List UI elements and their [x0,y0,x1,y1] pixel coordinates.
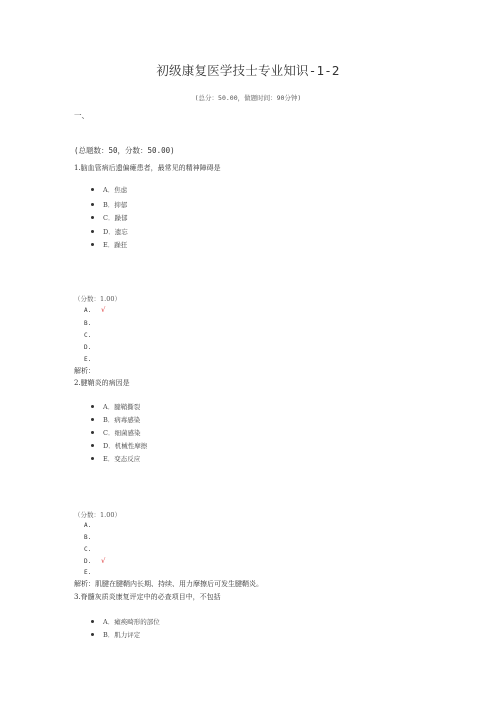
question-3-stem: 3.脊髓灰质炎康复评定中的必查项目中，不包括 [74,593,221,601]
question-1-answer-a: A. [84,307,92,314]
question-1-explanation: 解析： [74,367,95,375]
document-title: 初级康复医学技士专业知识-1-2 [156,63,340,78]
bullet-icon [91,418,94,421]
question-2-answer-c: C. [84,546,92,553]
bullet-icon [91,457,94,460]
question-2-answer-a: A. [84,522,92,529]
question-2-option-d: D．机械性摩擦 [103,442,148,450]
section-info: (总题数：50，分数：50.00) [74,146,175,155]
question-1-score: （分数：1.00） [74,295,121,303]
question-2-answer-e: E. [84,569,92,576]
bullet-icon [91,188,94,191]
question-1-stem: 1.脑血管病后遗偏瘫患者，最常见的精神障碍是 [74,164,221,172]
correct-check-icon: √ [101,306,106,314]
question-1-answer-b: B. [84,320,92,327]
question-2-option-a: A．腱鞘撕裂 [103,403,141,411]
question-1-option-b: B．抑郁 [103,201,128,209]
bullet-icon [91,203,94,206]
bullet-icon [91,444,94,447]
bullet-icon [91,243,94,246]
question-3-option-b: B．肌力评定 [103,631,141,639]
bullet-icon [91,431,94,434]
question-3-option-a: A．瘫痪畸形的部位 [103,618,160,626]
bullet-icon [91,230,94,233]
question-2-answer-b: B. [84,534,92,541]
question-2-explanation: 解析：肌腱在腱鞘内长期、持续、用力摩擦后可发生腱鞘炎。 [74,580,263,588]
question-1-answer-e: E. [84,356,92,363]
question-1-option-c: C．躁郁 [103,214,128,222]
question-2-option-e: E．变态反应 [103,455,141,463]
question-1-option-a: A．焦虑 [103,186,128,194]
bullet-icon [91,620,94,623]
question-2-answer-d: D. [84,558,92,565]
question-1-answer-d: D. [84,344,92,351]
bullet-icon [91,633,94,636]
question-2-option-c: C．细菌感染 [103,429,141,437]
document-subtitle: (总分：50.00，做题时间：90分钟) [194,94,302,102]
question-1-option-d: D．遗忘 [103,228,128,236]
question-1-option-e: E．躁狂 [103,241,128,249]
section-title: 一、 [74,111,89,120]
question-2-option-b: B．病毒感染 [103,416,141,424]
question-2-score: （分数：1.00） [74,511,121,519]
question-1-answer-c: C. [84,332,92,339]
bullet-icon [91,405,94,408]
question-2-stem: 2.腱鞘炎的病因是 [74,379,130,387]
correct-check-icon: √ [101,557,106,565]
bullet-icon [91,216,94,219]
